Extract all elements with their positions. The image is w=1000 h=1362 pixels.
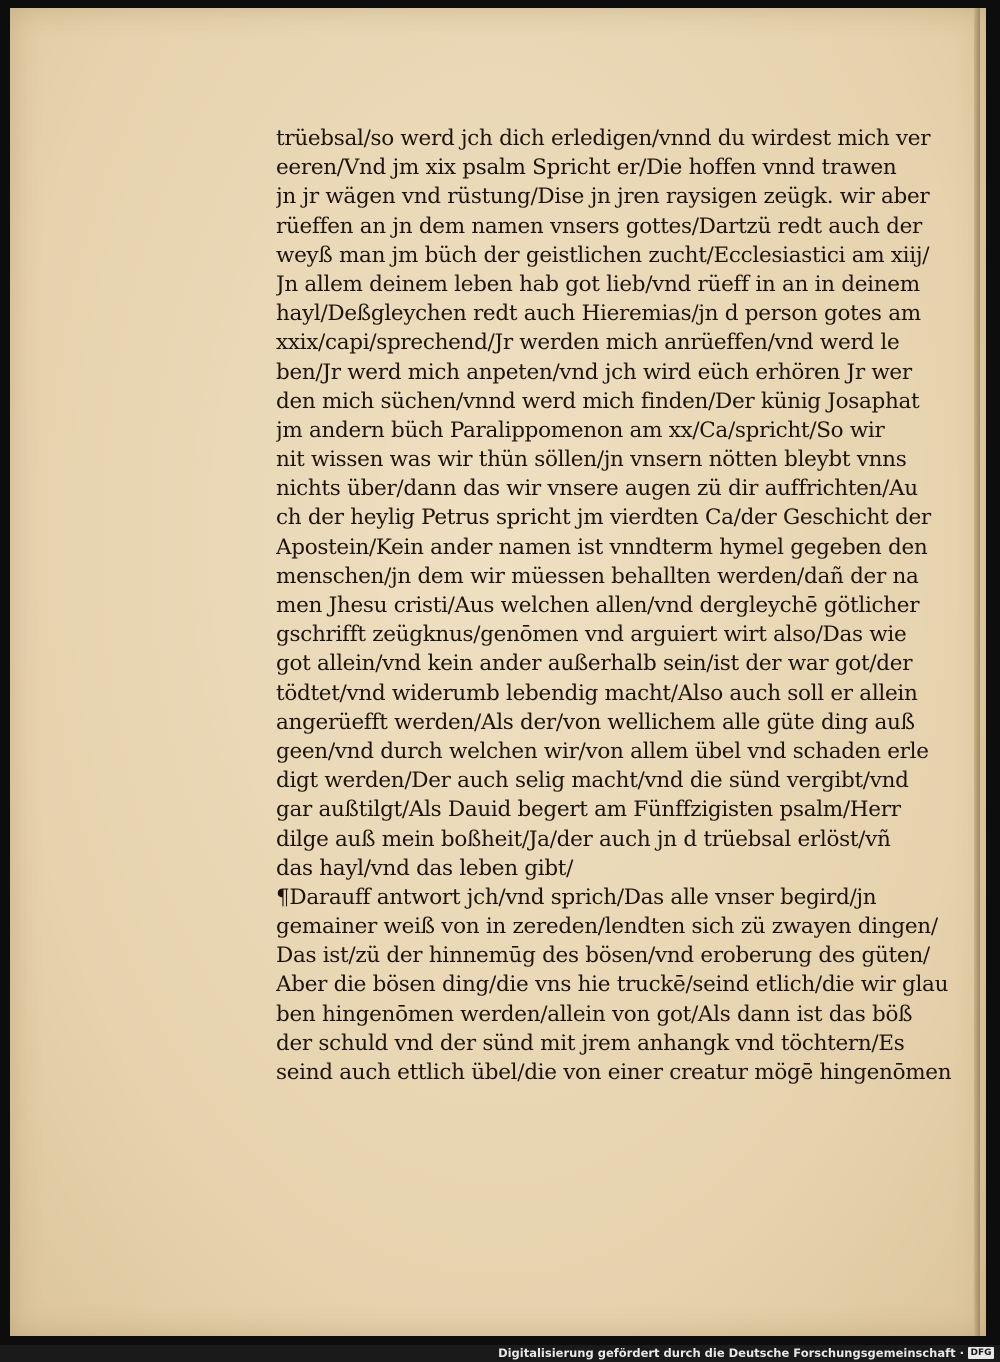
text-line: gar außtilgt/Als Dauid begert am Fünffzigisten psalm/Herr — [276, 797, 901, 823]
text-line: geen/vnd durch welchen wir/von allem übel vnd schaden erle — [276, 738, 929, 764]
text-line: xxix/capi/sprechend/Jr werden mich anrüeffen/vnd werd le — [276, 330, 900, 356]
page-edge — [974, 8, 980, 1336]
text-line: tödtet/vnd widerumb lebendig macht/Also auch soll er allein — [276, 680, 918, 706]
text-line: den mich süchen/vnnd werd mich finden/Der künig Josaphat — [276, 388, 920, 414]
text-line: weyß man jm büch der geistlichen zucht/Ecclesiastici am xiij/ — [276, 242, 930, 268]
book-page — [10, 8, 986, 1336]
text-line: Apostein/Kein ander namen ist vnndterm hymel gegeben den — [276, 534, 928, 560]
text-line: jn jr wägen vnd rüstung/Dise jn jren raysigen zeügk. wir aber — [276, 184, 930, 210]
text-line: got allein/vnd kein ander außerhalb sein/ist der war got/der — [276, 651, 913, 677]
footer-credit: Digitalisierung gefördert durch die Deutsche Forschungsgemeinschaft · — [498, 1346, 964, 1360]
text-line: ben/Jr werd mich anpeten/vnd jch wird eüch erhören Jr wer — [276, 359, 912, 385]
text-line: trüebsal/so werd jch dich erledigen/vnnd du wirdest mich ver — [276, 126, 931, 151]
page-text — [276, 124, 968, 1087]
text-line: eeren/Vnd jm xix psalm Spricht er/Die hoffen vnnd trawen — [276, 155, 897, 181]
text-line: dilge auß mein boßheit/Ja/der auch jn d trüebsal erlöst/vñ — [276, 826, 891, 852]
text-line: gschrifft zeügknus/genōmen vnd arguiert wirt also/Das wie — [276, 622, 907, 648]
text-line: menschen/jn dem wir müessen behallten werden/dañ der na — [276, 563, 919, 589]
text-line: Jn allem deinem leben hab got lieb/vnd rüeff in an in deinem — [276, 271, 920, 297]
text-line: der schuld vnd der sünd mit jrem anhangk vnd töchtern/Es — [276, 1030, 905, 1056]
text-line: nit wissen was wir thün söllen/jn vnsern nötten bleybt vnns — [276, 447, 907, 473]
text-line: ¶Darauff antwort jch/vnd sprich/Das alle vnser begird/jn — [276, 884, 877, 910]
dfg-logo: DFG — [968, 1347, 994, 1359]
text-line: Das ist/zü der hinnemūg des bösen/vnd eroberung des güten/ — [276, 943, 930, 969]
text-line: seind auch ettlich übel/die von einer creatur mögē hingenōmen — [276, 1060, 952, 1085]
text-line: digt werden/Der auch selig macht/vnd die sünd vergibt/vnd — [276, 768, 909, 794]
text-line: rüeffen an jn dem namen vnsers gottes/Dartzü redt auch der — [276, 213, 923, 239]
text-line: jm andern büch Paralippomenon am xx/Ca/spricht/So wir — [276, 417, 885, 443]
text-line: Aber die bösen ding/die vns hie truckē/seind etlich/die wir glau — [276, 972, 949, 998]
text-line: men Jhesu cristi/Aus welchen allen/vnd dergleychē götlicher — [276, 593, 920, 618]
text-line: angerüefft werden/Als der/von wellichem alle güte ding auß — [276, 709, 915, 735]
text-line: ch der heylig Petrus spricht jm vierdten Ca/der Geschicht der — [276, 505, 931, 531]
text-line: hayl/Deßgleychen redt auch Hieremias/jn d person gotes am — [276, 301, 921, 327]
text-line: ben hingenōmen werden/allein von got/Als dann ist das böß — [276, 1001, 913, 1027]
text-line: das hayl/vnd das leben gibt/ — [276, 855, 574, 881]
text-line: gemainer weiß von in zereden/lendten sich zü zwayen dingen/ — [276, 914, 938, 940]
text-line: nichts über/dann das wir vnsere augen zü dir auffrichten/Au — [276, 476, 918, 502]
